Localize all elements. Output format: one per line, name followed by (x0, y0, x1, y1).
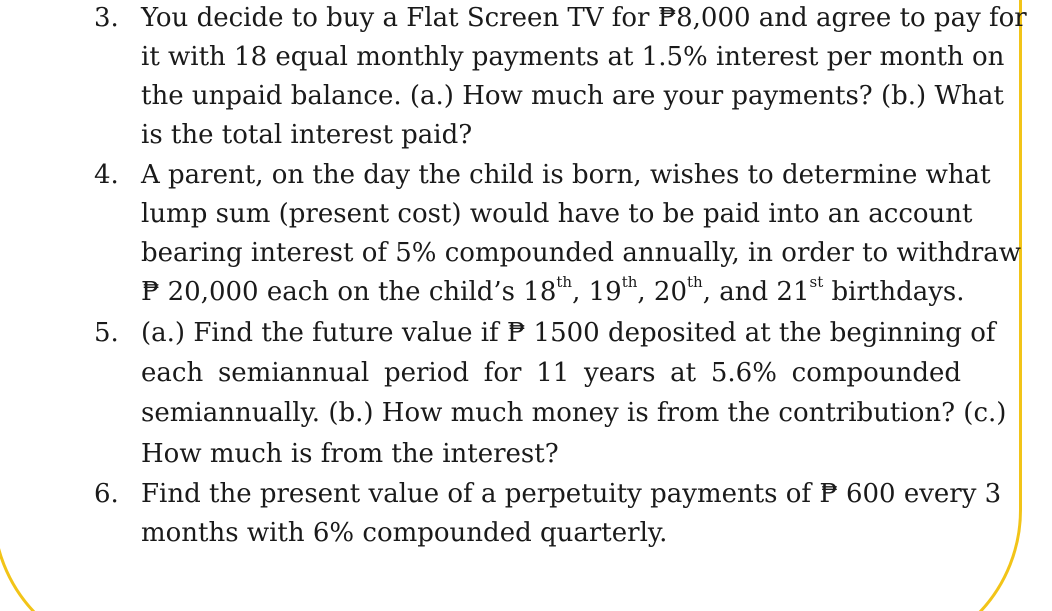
ordinal-suffix: st (809, 273, 824, 292)
problem-text-line: each semiannual period for 11 years at 5.6% compounded (141, 358, 961, 388)
text-segment: ₱ 20,000 each on the child’s 18 (141, 277, 557, 307)
problem-text-line: it with 18 equal monthly payments at 1.5% interest per month on (141, 42, 1005, 72)
problem-number: 4. (94, 160, 119, 190)
text-segment: , 20 (637, 277, 688, 307)
problem-number: 5. (94, 318, 119, 348)
ordinal-suffix: th (621, 273, 638, 292)
problem-text-line: Find the present value of a perpetuity payments of ₱ 600 every 3 (141, 479, 1002, 509)
problem-text-line: How much is from the interest? (141, 439, 559, 469)
problem-text-line: bearing interest of 5% compounded annually, in order to withdraw (141, 238, 1022, 268)
text-segment: , 19 (572, 277, 622, 307)
problem-text-line: You decide to buy a Flat Screen TV for ₱8,000 and agree to pay for (141, 3, 1027, 33)
ordinal-suffix: th (687, 273, 703, 292)
ordinal-suffix: th (556, 273, 573, 292)
problem-text-line: the unpaid balance. (a.) How much are your payments? (b.) What (141, 81, 1004, 111)
problem-number: 6. (94, 479, 119, 509)
problem-text-line: lump sum (present cost) would have to be paid into an account (141, 199, 973, 229)
problem-text-line-birthdays (141, 273, 965, 310)
problem-text-line: semiannually. (b.) How much money is from the contribution? (c.) (141, 398, 1007, 428)
problem-number: 3. (94, 3, 119, 33)
problem-text-line: (a.) Find the future value if ₱ 1500 deposited at the beginning of (141, 318, 996, 348)
problem-text-line: months with 6% compounded quarterly. (141, 518, 668, 548)
text-segment: birthdays. (823, 277, 965, 307)
text-segment: , and 21 (702, 277, 810, 307)
problem-text-line: A parent, on the day the child is born, wishes to determine what (141, 160, 991, 190)
problem-text-line: is the total interest paid? (141, 120, 473, 150)
